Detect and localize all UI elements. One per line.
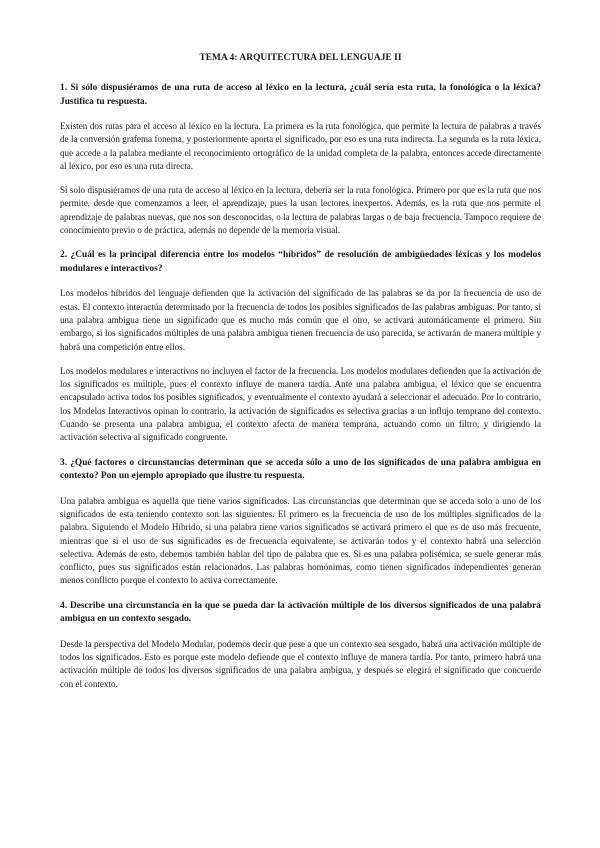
- answer-1-paragraph-1: Existen dos rutas para el acceso al léxico en la lectura. La primera es la ruta fonológica, que permite la lectura de palabras a través de la conversión grafema fonema, y posteriormente aporta el significado, por eso es una ruta indirecta. La segunda es la ruta léxica, que accede a la palabra mediante el reconocimiento ortográfico de la unidad completa de la palabra, entonces accede directamente al léxico, por eso es una ruta directa.: [60, 121, 541, 171]
- section-2: [60, 249, 541, 444]
- answer-4-paragraph-1: Desde la perspectiva del Modelo Modular, podemos decir que pese a que un contexto sea sesgado, habrá una activación múltiple de todos los significados. Esto es porque este modelo defiende que el contexto influye de manera tardía. Por tanto, primero habrá una activación múltiple de todos los diversos significados de una palabra ambigua, y después se elegirá el significado que concuerde con el contexto.: [60, 638, 541, 689]
- section-1: [60, 82, 541, 237]
- question-2: 2. ¿Cuál es la principal diferencia entre los modelos “híbridos” de resolución de ambigüedades léxicas y los modelos modulares e interactivos?: [60, 250, 541, 274]
- answer-1-paragraph-2: Si solo dispusiéramos de una ruta de acceso al léxico en la lectura, debería ser la ruta fonológica. Primero por que es la ruta que nos permite, desde que comenzamos a leer, el aprendizaje, pues la usan lectores inexpertos. Además, es la ruta que nos permite el aprendizaje de palabras nuevas, que nos son desconocidas, o la lectura de palabras largas o de baja frecuencia. Tampoco requiere de conocimiento previo o de práctica, además no depende de la memoria visual.: [60, 185, 541, 236]
- answer-3-paragraph-1: Una palabra ambigua es aquella que tiene varios significados. Las circunstancias que determinan que se acceda solo a uno de los significados de esta teniendo contexto son las siguientes. El primero es la frecuencia de uso de los múltiples significados de la palabra. Siguiendo el Modelo Híbrido, si una palabra tiene varios significados se activará primero el que es de uso más frecuente, mientras que si el uso de sus significados es de frecuencia equivalente, se activarán todos y el contexto habrá una selección selectiva. Además de esto, debemos también hablar del tipo de palabra que es. Si es una palabra polisémica, se suele generar más conflicto, pues sus significados están relacionados. Las palabras homónimas, como tienen significados independientes generan menos conflicto porque el contexto lo activa correctamente.: [60, 495, 541, 586]
- section-4: [60, 600, 541, 691]
- answer-2-paragraph-2: Los modelos modulares e interactivos no incluyen el factor de la frecuencia. Los modelos modulares defienden que la activación de los significados es múltiple, pues el contexto influye de manera tardía. Ante una palabra ambigua, el léxico que se encuentra encapsulado activa todos los posibles significados, y eventualmente el contexto ayudará a seleccionar el adecuado. Por lo contrario, los Modelos Interactivos opinan lo contrario, la activación de significados es selectiva gracias a un influjo temprano del contexto. Cuando se presenta una palabra ambigua, el contexto afecta de manera temprana, actuando como un filtro, y dirigiendo la activación selectiva al significado congruente.: [60, 365, 541, 443]
- section-3: [60, 457, 541, 588]
- answer-2-paragraph-1: Los modelos híbridos del lenguaje defienden que la activación del significado de las palabras se da por la frecuencia de uso de estas. El contexto interactúa determinado por la frecuencia de todos los posibles significados de las palabras ambiguas. Por tanto, si una palabra ambigua tiene un significado que es mucho más común que el otro, se activará automáticamente el primero. Sin embargo, si los significados múltiples de una palabra ambigua tienen frecuencia de uso parecida, se activarán de manera múltiple y habrá una competición entre ellos.: [60, 288, 541, 352]
- question-3: 3. ¿Qué factores o circunstancias determinan que se acceda sólo a uno de los significados de una palabra ambigua en contexto? Pon un ejemplo apropiado que ilustre tu respuesta.: [60, 457, 541, 482]
- document-page: [60, 52, 541, 702]
- question-4: 4. Describe una circunstancia en la que se pueda dar la activación múltiple de los diversos significados de una palabra ambigua en un contexto sesgado.: [60, 600, 541, 625]
- document-title: TEMA 4: ARQUITECTURA DEL LENGUAJE II: [199, 53, 402, 63]
- question-1: 1. Si sólo dispusiéramos de una ruta de acceso al léxico en la lectura, ¿cuál sería esta ruta, la fonológica o la léxica? Justifica tu respuesta.: [60, 83, 541, 107]
